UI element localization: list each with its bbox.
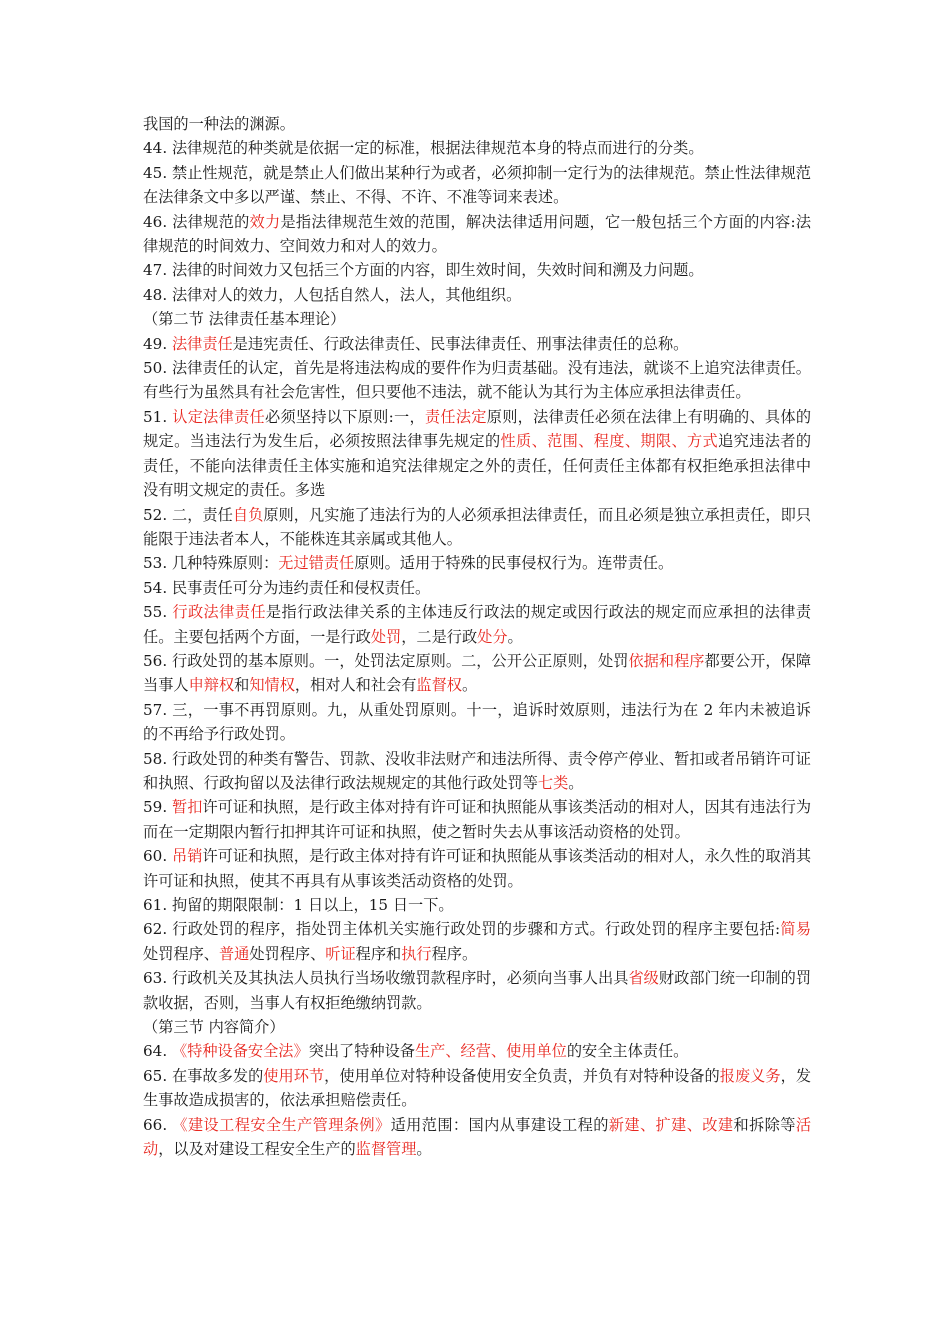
- text-run: 62. 行政处罚的程序，指处罚主体机关实施行政处罚的步骤和方式。行政处罚的程序主要包括:: [143, 920, 781, 939]
- text-run: （第二节 法律责任基本理论）: [143, 310, 346, 329]
- highlighted-term: 七类: [537, 773, 569, 792]
- paragraph: [143, 1015, 811, 1039]
- text-run: 原则。适用于特殊的民事侵权行为。连带责任。: [354, 554, 674, 573]
- highlighted-term: 简易: [780, 920, 812, 939]
- highlighted-term: 无过错责任: [278, 554, 355, 573]
- text-run: 财政部门统一印制的罚款收据，否则，当事人有权拒绝缴纳罚款。: [143, 969, 812, 1012]
- text-run: 54. 民事责任可分为违约责任和侵权责任。: [143, 578, 431, 597]
- highlighted-term: 活动: [143, 1115, 812, 1159]
- paragraph: [143, 649, 811, 698]
- text-run: 是违宪责任、行政法律责任、民事法律责任、刑事法律责任的总称。: [232, 334, 689, 353]
- paragraph: [143, 1113, 811, 1162]
- text-run: 是指行政法律关系的主体违反行政法的规定或因行政法的规定而应承担的法律责任。主要包括两个方面，一是行政: [143, 603, 812, 646]
- text-run: ，相对人和社会有: [294, 676, 417, 695]
- text-run: 57. 三，一事不再罚原则。九，从重处罚原则。十一，追诉时效原则，违法行为在 2 年内未被追诉的不再给予行政处罚。: [143, 700, 811, 744]
- paragraph: [143, 258, 811, 282]
- paragraph: [143, 795, 811, 844]
- paragraph: [143, 600, 811, 649]
- text-run: 50. 法律责任的认定，首先是将违法构成的要件作为归责基础。没有违法，就谈不上追究法律责任。有些行为虽然具有社会危害性，但只要他不违法，就不能认为其行为主体应承担法律责任。: [143, 359, 811, 402]
- text-run: 60.: [143, 847, 173, 866]
- text-run: 突出了特种设备: [308, 1042, 415, 1061]
- text-run: 适用范围：国内从事建设工程的: [390, 1115, 609, 1134]
- text-run: 47. 法律的时间效力又包括三个方面的内容，即生效时间，失效时间和溯及力问题。: [143, 261, 704, 280]
- text-run: 许可证和执照，是行政主体对持有许可证和执照能从事该类活动的相对人，因其有违法行为而在一定期限内暂行扣押其许可证和执照，使之暂时失去从事该活动资格的处罚。: [143, 798, 812, 841]
- highlighted-term: 暂扣: [172, 798, 203, 817]
- highlighted-term: 使用环节: [263, 1066, 325, 1085]
- highlighted-term: 普通: [218, 944, 250, 963]
- highlighted-term: 省级: [628, 969, 659, 988]
- highlighted-term: 监督管理: [355, 1140, 417, 1159]
- highlighted-term: 报废义务: [719, 1066, 781, 1085]
- text-run: 52. 二，责任: [143, 505, 233, 524]
- text-run: （第三节 内容简介）: [143, 1018, 285, 1037]
- highlighted-term: 认定法律责任: [172, 407, 265, 426]
- text-run: 程序和: [355, 944, 402, 963]
- paragraph: [143, 136, 811, 160]
- highlighted-term: 知情权: [249, 676, 295, 695]
- paragraph: [143, 307, 811, 331]
- text-run: 53. 几种特殊原则：: [143, 554, 279, 573]
- paragraph: [143, 283, 811, 307]
- highlighted-term: 依据和程序: [628, 651, 705, 670]
- paragraph: [143, 356, 811, 405]
- text-run: 63. 行政机关及其执法人员执行当场收缴罚款程序时，必须向当事人出具: [143, 969, 629, 988]
- text-run: ，发生事故造成损害的，依法承担赔偿责任。: [143, 1066, 812, 1110]
- text-run: 65. 在事故多发的: [143, 1066, 264, 1085]
- highlighted-term: 新建、扩建、改建: [608, 1115, 734, 1134]
- text-run: 49.: [143, 334, 172, 353]
- text-run: 原则，凡实施了违法行为的人必须承担法律责任，而且必须是独立承担责任，即只能限于违法者本人，不能株连其亲属或其他人。: [143, 505, 812, 548]
- text-run: 和: [234, 676, 250, 695]
- text-run: 45. 禁止性规范，就是禁止人们做出某种行为或者，必须抑制一定行为的法律规范。禁止性法律规范在法律条文中多以严谨、禁止、不得、不许、不准等词来表述。: [143, 163, 811, 207]
- text-run: 和拆除等: [733, 1115, 796, 1134]
- paragraph: [143, 576, 811, 600]
- paragraph: [143, 405, 811, 503]
- text-run: 必须坚持以下原则:一，: [264, 407, 425, 426]
- text-run: 处罚程序、: [249, 944, 326, 963]
- highlighted-term: 处分: [477, 627, 508, 646]
- highlighted-term: 《建设工程安全生产管理条例》: [172, 1115, 391, 1134]
- text-run: 48. 法律对人的效力，人包括自然人，法人，其他组织。: [143, 285, 522, 304]
- paragraph: [143, 893, 811, 917]
- highlighted-term: 吊销: [172, 847, 203, 866]
- highlighted-term: 申辩权: [188, 676, 235, 695]
- text-run: 是指法律规范生效的范围，解决法律适用问题，它一般包括三个方面的内容:法律规范的时间效力、空间效力和对人的效力。: [143, 212, 812, 256]
- text-run: ，使用单位对特种设备使用安全负责，并负有对特种设备的: [324, 1066, 720, 1085]
- text-run: 55.: [143, 603, 173, 622]
- document-page: [143, 112, 811, 1161]
- paragraph: [143, 210, 811, 259]
- paragraph: [143, 1039, 811, 1063]
- text-run: 44. 法律规范的种类就是依据一定的标准，根据法律规范本身的特点而进行的分类。: [143, 139, 704, 158]
- paragraph: [143, 844, 811, 893]
- text-run: 处罚程序、: [143, 944, 219, 963]
- text-run: ，二是行政: [401, 627, 478, 646]
- paragraph: [143, 503, 811, 552]
- text-run: 我国的一种法的渊源。: [143, 115, 295, 133]
- text-run: 。: [461, 676, 478, 695]
- text-run: 56. 行政处罚的基本原则。一，处罚法定原则。二，公开公正原则，处罚: [143, 651, 629, 670]
- text-run: ，以及对建设工程安全生产的: [158, 1140, 356, 1159]
- highlighted-term: 责任法定: [424, 407, 487, 426]
- highlighted-term: 效力: [249, 212, 281, 231]
- highlighted-term: 生产、经营、使用单位: [414, 1042, 567, 1061]
- highlighted-term: 行政法律责任: [172, 603, 266, 622]
- paragraph: [143, 966, 811, 1015]
- paragraph: [143, 1064, 811, 1113]
- text-run: 58. 行政处罚的种类有警告、罚款、没收非法财产和违法所得、责令停产停业、暂扣或者吊销许可证和执照、行政拘留以及法律行政法规规定的其他行政处罚等: [143, 749, 811, 792]
- paragraph: [143, 551, 811, 575]
- text-run: 61. 拘留的期限限制：1 日以上，15 日一下。: [143, 896, 454, 914]
- text-run: 64.: [143, 1042, 172, 1061]
- text-run: 都要公开，保障当事人: [143, 651, 812, 695]
- paragraph: [143, 698, 811, 747]
- highlighted-term: 《特种设备安全法》: [171, 1042, 309, 1061]
- text-run: 。: [568, 773, 584, 792]
- highlighted-term: 处罚: [370, 627, 402, 646]
- text-run: 51.: [143, 407, 173, 426]
- text-run: 66.: [143, 1115, 173, 1134]
- highlighted-term: 法律责任: [171, 334, 233, 353]
- text-run: 程序。: [431, 944, 478, 963]
- text-run: 许可证和执照，是行政主体对持有许可证和执照能从事该类活动的相对人，永久性的取消其许可证和执照，使其不再具有从事该类活动资格的处罚。: [143, 847, 812, 890]
- text-run: 。: [507, 627, 523, 646]
- highlighted-term: 性质、范围、程度、期限、方式: [500, 432, 719, 451]
- text-run: 。: [416, 1140, 432, 1159]
- highlighted-term: 自负: [232, 505, 264, 524]
- paragraph: [143, 112, 811, 136]
- paragraph: [143, 917, 811, 966]
- text-run: 原则，法律责任必须在法律上有明确的、具体的规定。当违法行为发生后，必须按照法律事先规定的: [143, 407, 812, 451]
- text-run: 59.: [143, 798, 173, 817]
- paragraph: [143, 161, 811, 210]
- highlighted-term: 听证: [325, 944, 356, 963]
- highlighted-term: 执行: [401, 944, 432, 963]
- text-run: 追究违法者的责任，不能向法律责任主体实施和追究法律规定之外的责任，任何责任主体都有权拒绝承担法律中没有明文规定的责任。多选: [143, 432, 812, 500]
- highlighted-term: 监督权: [416, 676, 462, 695]
- text-run: 的安全主体责任。: [566, 1042, 689, 1061]
- text-run: 46. 法律规范的: [143, 212, 250, 231]
- paragraph: [143, 332, 811, 356]
- paragraph: [143, 747, 811, 796]
